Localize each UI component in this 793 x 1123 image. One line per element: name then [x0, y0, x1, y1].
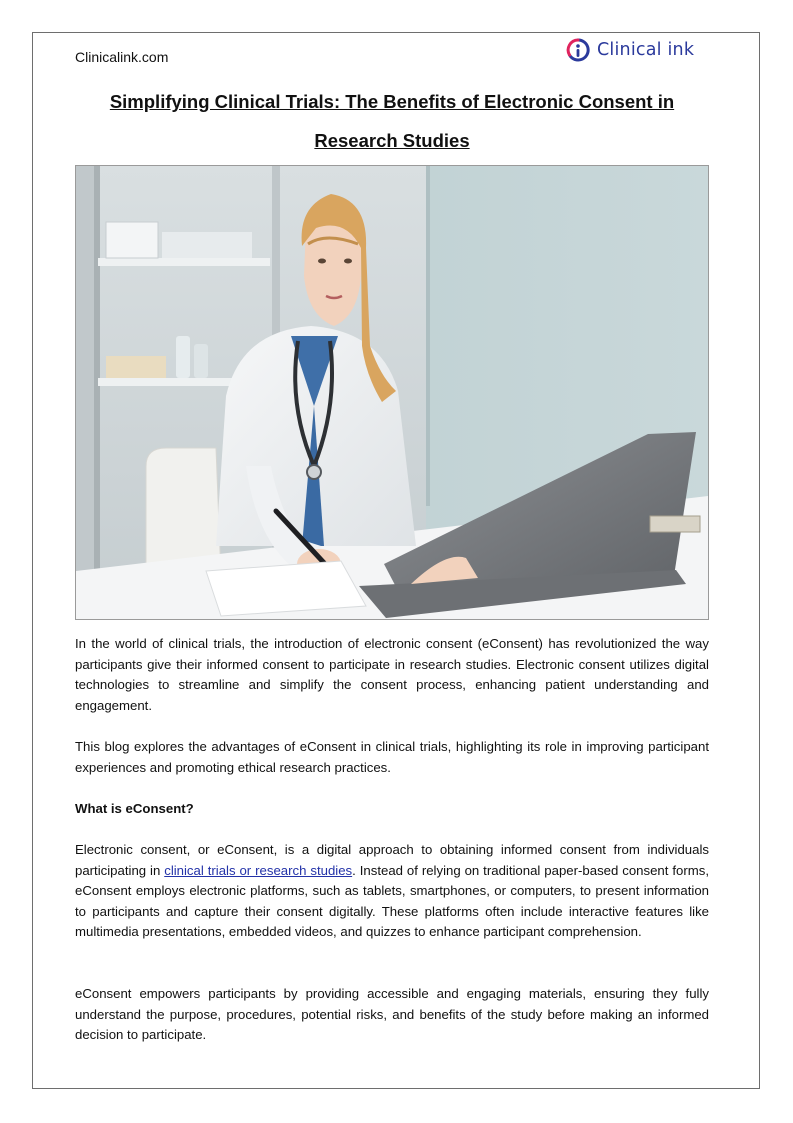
article-title-line-1: Simplifying Clinical Trials: The Benefits of Electronic Consent in — [109, 91, 675, 112]
intro-paragraph: In the world of clinical trials, the introduction of electronic consent (eConsent) has revolutionized the way participants give their informed consent to participate in research studies. Electronic consent utilizes digital technologies to streamline and simplify the consent process, enhancing patient understanding and engagement. — [75, 636, 709, 713]
clinical-trials-link[interactable]: clinical trials or research studies — [164, 862, 353, 878]
logo-text: Clinical ink — [597, 40, 695, 60]
section-heading: What is eConsent? — [75, 801, 194, 816]
empower-paragraph: eConsent empowers participants by providing accessible and engaging materials, ensuring they fully understand the purpose, procedures, potential risks, and benefits of the study before making an informed decision to participate. — [75, 986, 709, 1042]
definition-text-after-link: . Instead of relying on traditional paper-based consent forms, eConsent employs electronic platforms, such as tablets, smartphones, or computers, to present information to participants and capture their consent digitally. These platforms often include interactive features like multimedia presentations, embedded videos, and quizzes to enhance participant comprehension. — [75, 862, 709, 939]
clinical-ink-logo-icon — [565, 37, 591, 63]
doctor-at-laptop-photo — [76, 166, 708, 619]
article-title-line-2: Research Studies — [314, 130, 470, 151]
definition-paragraph — [75, 840, 709, 943]
brand-logo[interactable] — [565, 36, 694, 64]
blog-summary-paragraph: This blog explores the advantages of eConsent in clinical trials, highlighting its role in improving participant experiences and promoting ethical research practices. — [75, 739, 709, 775]
site-url: Clinicalink.com — [75, 49, 169, 65]
hero-image — [75, 165, 709, 620]
definition-text-before-link: Electronic consent, or eConsent, is a digital approach to obtaining informed consent from individuals participating in — [75, 842, 709, 878]
